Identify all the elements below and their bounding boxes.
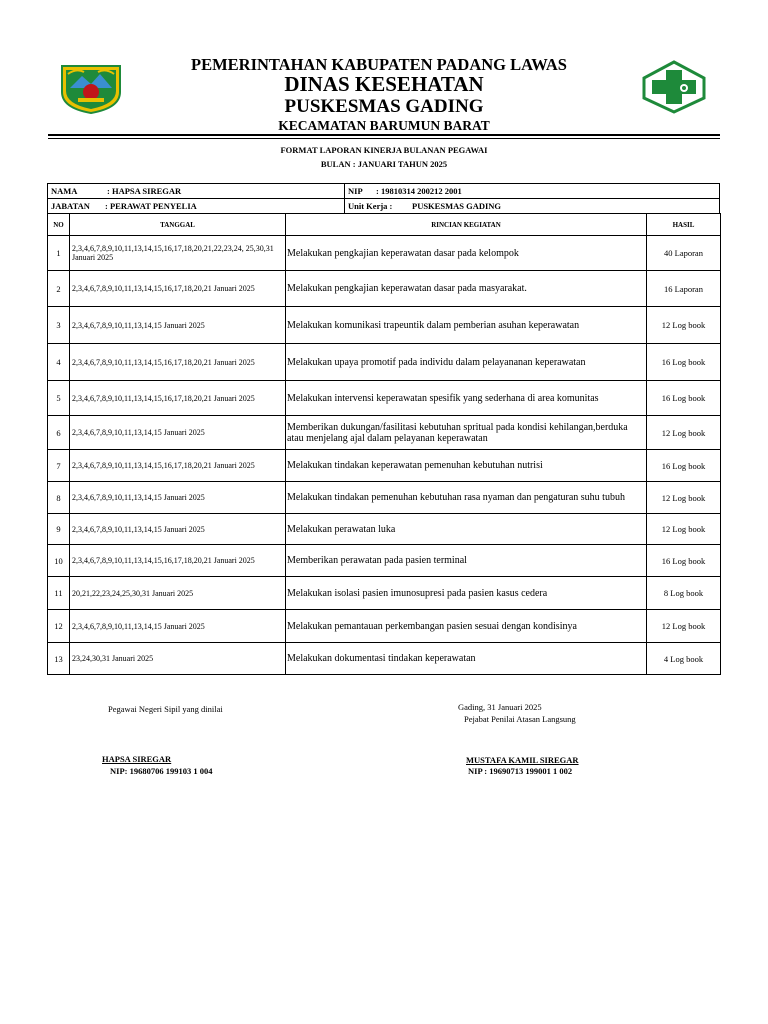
nama-cell [48,184,345,199]
table-row [48,344,721,381]
row-tanggal: 2,3,4,6,7,8,9,10,11,13,14,15,16,17,18,20,21 Januari 2025 [70,344,286,381]
nip-value: : 19810314 200212 2001 [376,186,462,196]
row-kegiatan: Memberikan dukungan/fasilitasi kebutuhan spritual pada kondisi kehilangan,berduka atau menjelang ajal dalam pelayanan keperawatan [286,416,647,450]
row-tanggal: 2,3,4,6,7,8,9,10,11,13,14,15 Januari 2025 [70,482,286,514]
col-header-hasil: HASIL [647,214,721,236]
table-row [48,610,721,643]
report-title: FORMAT LAPORAN KINERJA BULANAN PEGAWAI [280,145,488,155]
report-period: BULAN : JANUARI TAHUN 2025 [320,159,448,169]
header-agency: DINAS KESEHATAN [284,72,484,96]
row-no: 1 [48,236,70,271]
table-row [48,271,721,307]
row-kegiatan: Melakukan upaya promotif pada individu dalam pelayananan keperawatan [286,344,647,381]
header-divider-thick [48,134,720,136]
sig-right-date: Gading, 31 Januari 2025 [458,702,542,712]
row-kegiatan: Melakukan pemantauan perkembangan pasien sesuai dengan kondisinya [286,610,647,643]
row-hasil: 16 Log book [647,545,721,577]
row-no: 5 [48,381,70,416]
col-header-rincian: RINCIAN KEGIATAN [286,214,647,236]
header-puskesmas: PUSKESMAS GADING [284,96,484,117]
row-no: 12 [48,610,70,643]
row-kegiatan: Melakukan perawatan luka [286,514,647,545]
nip-cell [345,184,720,199]
header-government: PEMERINTAHAN KABUPATEN PADANG LAWAS [190,55,567,74]
sig-right-name: MUSTAFA KAMIL SIREGAR [466,755,579,765]
row-no: 9 [48,514,70,545]
row-tanggal: 2,3,4,6,7,8,9,10,11,13,14,15 Januari 2025 [70,416,286,450]
row-no: 4 [48,344,70,381]
row-hasil: 12 Log book [647,514,721,545]
nama-label: NAMA [51,186,78,196]
row-hasil: 16 Laporan [647,271,721,307]
nama-value: : HAPSA SIREGAR [107,186,182,196]
row-hasil: 16 Log book [647,450,721,482]
row-no: 8 [48,482,70,514]
row-kegiatan: Melakukan tindakan keperawatan pemenuhan kebutuhan nutrisi [286,450,647,482]
row-tanggal: 2,3,4,6,7,8,9,10,11,13,14,15 Januari 2025 [70,514,286,545]
row-kegiatan: Melakukan komunikasi trapeuntik dalam pemberian asuhan keperawatan [286,307,647,344]
row-no: 2 [48,271,70,307]
col-header-no: NO [48,214,70,236]
table-row [48,482,721,514]
nip-label: NIP [348,186,363,196]
row-kegiatan: Melakukan isolasi pasien imunosupresi pada pasien kasus cedera [286,577,647,610]
row-hasil: 12 Log book [647,482,721,514]
unit-label: Unit Kerja : [348,201,393,211]
table-row [48,577,721,610]
row-no: 11 [48,577,70,610]
row-no: 13 [48,643,70,675]
unit-cell [345,199,720,214]
row-tanggal: 23,24,30,31 Januari 2025 [70,643,286,675]
row-tanggal: 20,21,22,23,24,25,30,31 Januari 2025 [70,577,286,610]
row-kegiatan: Melakukan dokumentasi tindakan keperawatan [286,643,647,675]
row-kegiatan: Melakukan pengkajian keperawatan dasar pada masyarakat. [286,271,647,307]
table-row [48,416,721,450]
header-district: KECAMATAN BARUMUN BARAT [278,118,490,133]
row-no: 6 [48,416,70,450]
row-kegiatan: Memberikan perawatan pada pasien terminal [286,545,647,577]
row-no: 10 [48,545,70,577]
row-kegiatan: Melakukan intervensi keperawatan spesifik yang sederhana di area komunitas [286,381,647,416]
row-tanggal: 2,3,4,6,7,8,9,10,11,13,14,15,16,17,18,20,21 Januari 2025 [70,545,286,577]
sig-left-name: HAPSA SIREGAR [102,754,172,764]
table-row [48,381,721,416]
employee-info-table [47,183,720,214]
row-hasil: 8 Log book [647,577,721,610]
row-tanggal: 2,3,4,6,7,8,9,10,11,13,14,15 Januari 2025 [70,610,286,643]
table-row [48,643,721,675]
sig-right-caption: Pejabat Penilai Atasan Langsung [464,714,576,724]
unit-value: PUSKESMAS GADING [412,201,502,211]
row-hasil: 12 Log book [647,610,721,643]
row-hasil: 16 Log book [647,381,721,416]
row-tanggal: 2,3,4,6,7,8,9,10,11,13,14,15,16,17,18,20,21,22,23,24, 25,30,31 Januari 2025 [70,236,286,271]
sig-left-caption: Pegawai Negeri Sipil yang dinilai [108,704,223,714]
row-hasil: 12 Log book [647,307,721,344]
row-tanggal: 2,3,4,6,7,8,9,10,11,13,14,15 Januari 2025 [70,307,286,344]
table-row [48,545,721,577]
table-header-row [48,214,721,236]
row-tanggal: 2,3,4,6,7,8,9,10,11,13,14,15,16,17,18,20,21 Januari 2025 [70,450,286,482]
row-hasil: 12 Log book [647,416,721,450]
jabatan-value: : PERAWAT PENYELIA [105,201,197,211]
table-row [48,307,721,344]
jabatan-label: JABATAN [51,201,90,211]
row-tanggal: 2,3,4,6,7,8,9,10,11,13,14,15,16,17,18,20,21 Januari 2025 [70,271,286,307]
row-kegiatan: Melakukan pengkajian keperawatan dasar pada kelompok [286,236,647,271]
table-row [48,236,721,271]
row-no: 3 [48,307,70,344]
row-hasil: 40 Laporan [647,236,721,271]
sig-left-nip: NIP: 19680706 199103 1 004 [110,766,213,776]
table-row [48,514,721,545]
header-divider-thin [48,138,720,139]
activity-table [47,213,721,675]
table-row [48,450,721,482]
col-header-tanggal: TANGGAL [70,214,286,236]
jabatan-cell [48,199,345,214]
row-kegiatan: Melakukan tindakan pemenuhan kebutuhan rasa nyaman dan pengaturan suhu tubuh [286,482,647,514]
row-tanggal: 2,3,4,6,7,8,9,10,11,13,14,15,16,17,18,20,21 Januari 2025 [70,381,286,416]
row-hasil: 4 Log book [647,643,721,675]
sig-right-nip: NIP : 19690713 199001 1 002 [468,766,573,776]
row-no: 7 [48,450,70,482]
row-hasil: 16 Log book [647,344,721,381]
